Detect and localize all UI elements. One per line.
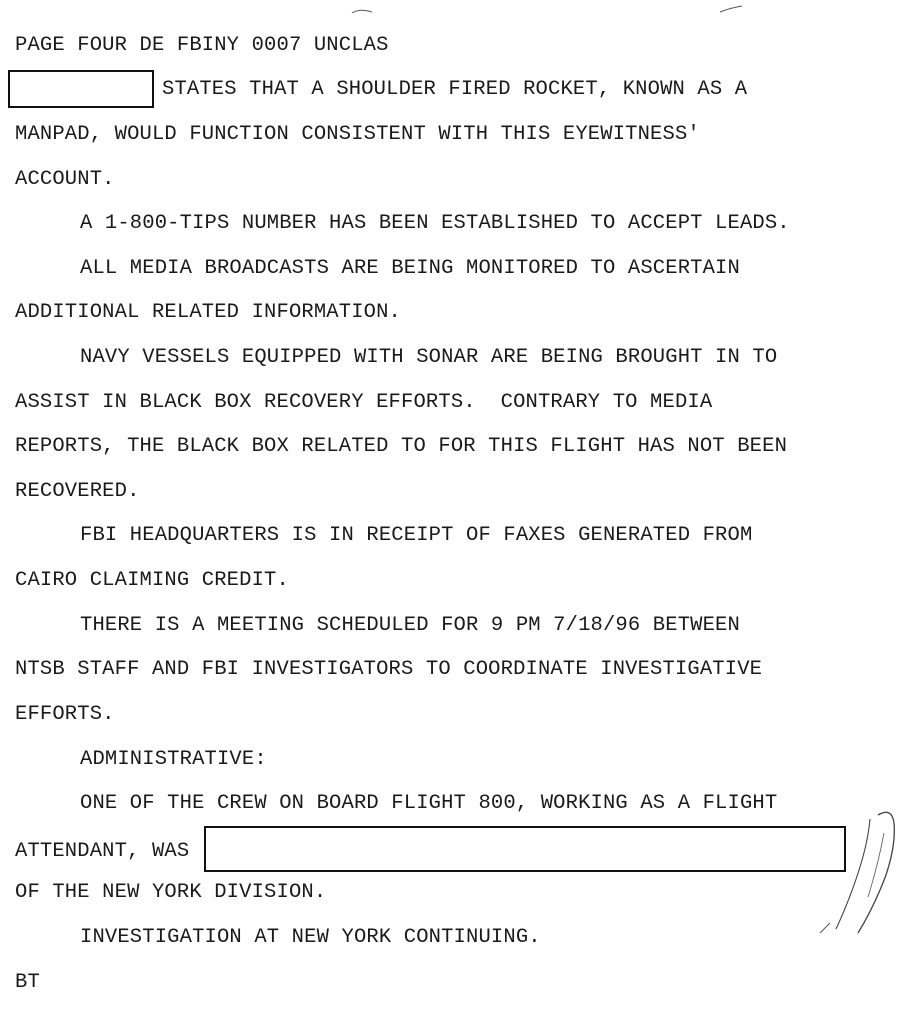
paragraph-8-line-1: ONE OF THE CREW ON BOARD FLIGHT 800, WORKING AS A FLIGHT [80, 792, 778, 815]
paragraph-5-line-1: FBI HEADQUARTERS IS IN RECEIPT OF FAXES GENERATED FROM [80, 524, 753, 547]
page-header: PAGE FOUR DE FBINY 0007 UNCLAS [15, 34, 389, 57]
paragraph-3-line-1: ALL MEDIA BROADCASTS ARE BEING MONITORED TO ASCERTAIN [80, 257, 740, 280]
paragraph-4-line-3: REPORTS, THE BLACK BOX RELATED TO FOR THIS FLIGHT HAS NOT BEEN [15, 435, 788, 458]
stray-mark-top-right [718, 4, 744, 14]
administrative-heading: ADMINISTRATIVE: [80, 748, 267, 771]
redaction-box-1 [8, 70, 154, 108]
paragraph-9-line-1: INVESTIGATION AT NEW YORK CONTINUING. [80, 926, 541, 949]
paragraph-8-line-2: ATTENDANT, WAS [15, 840, 190, 863]
paragraph-1-line-1: STATES THAT A SHOULDER FIRED ROCKET, KNOWN AS A [162, 78, 748, 101]
paragraph-4-line-1: NAVY VESSELS EQUIPPED WITH SONAR ARE BEING BROUGHT IN TO [80, 346, 778, 369]
paragraph-5-line-2: CAIRO CLAIMING CREDIT. [15, 569, 289, 592]
paragraph-2-line-1: A 1-800-TIPS NUMBER HAS BEEN ESTABLISHED TO ACCEPT LEADS. [80, 212, 790, 235]
paragraph-1-line-3: ACCOUNT. [15, 168, 115, 191]
stray-mark-top-left [350, 6, 374, 16]
paragraph-8-line-3: OF THE NEW YORK DIVISION. [15, 881, 327, 904]
paragraph-4-line-4: RECOVERED. [15, 480, 140, 503]
paragraph-6-line-1: THERE IS A MEETING SCHEDULED FOR 9 PM 7/18/96 BETWEEN [80, 614, 740, 637]
handwritten-margin-mark [812, 805, 897, 940]
message-terminator: BT [15, 971, 40, 994]
paragraph-1-line-2: MANPAD, WOULD FUNCTION CONSISTENT WITH THIS EYEWITNESS' [15, 123, 700, 146]
paragraph-3-line-2: ADDITIONAL RELATED INFORMATION. [15, 301, 402, 324]
redaction-box-2 [204, 826, 846, 872]
paragraph-4-line-2: ASSIST IN BLACK BOX RECOVERY EFFORTS. CONTRARY TO MEDIA [15, 391, 713, 414]
paragraph-6-line-3: EFFORTS. [15, 703, 115, 726]
paragraph-6-line-2: NTSB STAFF AND FBI INVESTIGATORS TO COORDINATE INVESTIGATIVE [15, 658, 763, 681]
